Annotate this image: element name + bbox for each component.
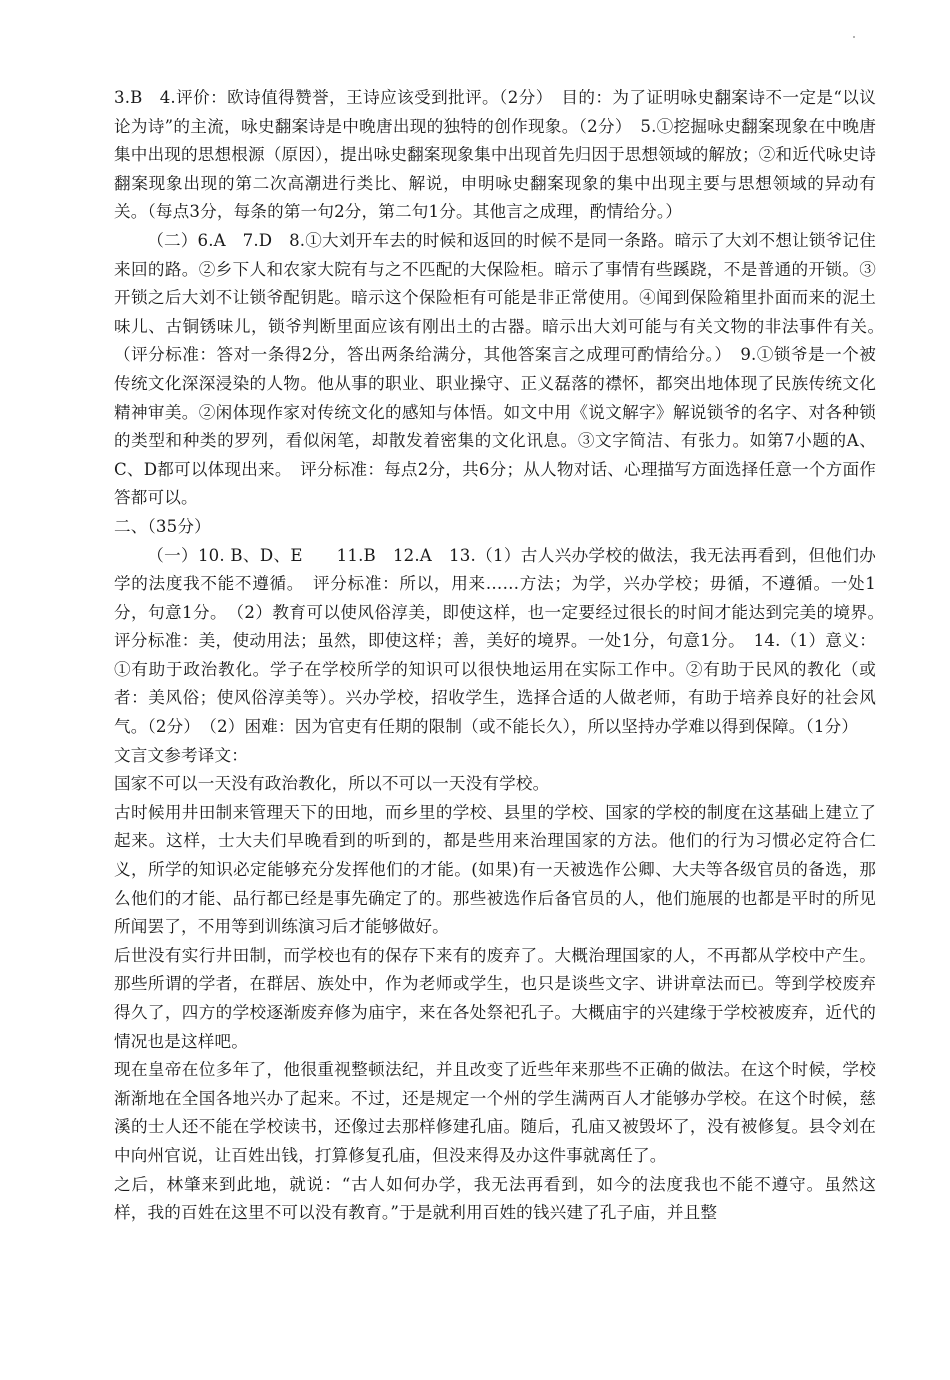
- answer-q14: 14.（1）意义：①有助于政治教化。学子在学校所学的知识可以很快地运用在实际工作中。②有助于民风的教化（或者：美风俗；使风俗淳美等）。兴办学校，招收学生，选择合适的人做老师，有助于培养良好的社会风气。（2分） （2）困难：因为官吏有任期的限制（或不能长久），所以坚持办学难以得到保障。（1分）: [114, 631, 877, 737]
- answers-q6-9: [114, 227, 893, 513]
- answer-q9: 9.①锁爷是一个被传统文化深深浸染的人物。他从事的职业、职业操守、正义磊落的襟怀，都突出地体现了民族传统文化精神审美。②闲体现作家对传统文化的感知与体悟。如文中用《说文解字》解说锁爷的名字、对各种锁的类型和种类的罗列，看似闲笔，却散发着密集的文化讯息。③文字简洁、有张力。如第7小题的A、C、D都可以体现出来。 评分标准：每点2分，共6分；从人物对话、心理描写方面选择任意一个方面作答都可以。: [114, 345, 877, 508]
- answer-q3-4: 3.B 4.评价：欧诗值得赞誉，王诗应该受到批评。（2分） 目的：为了证明咏史翻案诗不一定是“以议论为诗”的主流，咏史翻案诗是中晚唐出现的独特的创作现象。（2分）: [114, 88, 876, 136]
- translation-paragraph-5: 之后，林肇来到此地，就说：“古人如何办学，我无法再看到，如今的法度我也不能不遵守。虽然这样，我的百姓在这里不可以没有教育。”于是就利用百姓的钱兴建了孔子庙，并且整: [114, 1174, 876, 1223]
- answers-q10-14: [114, 542, 893, 742]
- answer-q8: 8.①大刘开车去的时候和返回的时候不是同一条路。暗示了大刘不想让锁爷记住来回的路。②乡下人和农家大院有与之不匹配的大保险柜。暗示了事情有些蹊跷，不是普通的开锁。③开锁之后大刘不让锁爷配钥匙。暗示这个保险柜有可能是非正常使用。④闻到保险箱里扑面而来的泥土味儿、古铜锈味儿，锁爷判断里面应该有刚出土的古器。暗示出大刘可能与有关文物的非法事件有关。 （评分标准：答对一条得2分，答出两条给满分，其他答案言之成理可酌情给分。）: [114, 230, 893, 365]
- scan-speck: [853, 36, 855, 38]
- translation-paragraph-3: 后世没有实行井田制，而学校也有的保存下来有的废弃了。大概治理国家的人，不再都从学校中产生。那些所谓的学者，在群居、族处中，作为老师或学生，也只是谈些文字、讲讲章法而已。等到学校废弃得久了，四方的学校逐渐废弃修为庙宇，来在各处祭祀孔子。大概庙宇的兴建缘于学校被废弃，近代的情况也是这样吧。: [114, 945, 876, 1051]
- section-2-heading: 二、（35分）: [114, 516, 211, 536]
- answer-q10-12: （一）10. B、D、E 11.B 12.A: [147, 545, 450, 565]
- translation-paragraph-1: 国家不可以一天没有政治教化，所以不可以一天没有学校。: [114, 774, 550, 794]
- answer-q5: 5.①挖掘咏史翻案现象在中晚唐集中出现的思想根源（原因），提出咏史翻案现象集中出现首先归因于思想领域的解放；②和近代咏史诗翻案现象出现的第二次高潮进行类比、解说，申明咏史翻案现象的集中出现主要与思想领域的异动有关。（每点3分，每条的第一句2分，第二句1分。其他言之成理，酌情给分。）: [114, 116, 876, 222]
- translation-paragraph-2: 古时候用井田制来管理天下的田地，而乡里的学校、县里的学校、国家的学校的制度在这基础上建立了起来。这样，士大夫们早晚看到的听到的，都是些用来治理国家的方法。他们的行为习惯必定符合仁义，所学的知识必定能够充分发挥他们的才能。(如果)有一天被选作公卿、大夫等各级官员的备选，那么他们的才能、品行都已经是事先确定了的。那些被选作后备官员的人，他们施展的也都是平时的所见所闻罢了，不用等到训练演习后才能够做好。: [114, 802, 876, 937]
- answers-q3-5: [114, 84, 876, 227]
- answer-q6-7: （二）6.A 7.D: [147, 230, 290, 250]
- answer-key-content: [114, 84, 893, 1228]
- answer-q13: 13.（1）古人兴办学校的做法，我无法再看到，但他们办学的法度我不能不遵循。 评分标准：所以，用来……方法；为学，兴办学校；毋循，不遵循。一处1分，句意1分。 （2）教育可以使风俗淳美，即使这样，也一定要经过很长的时间才能达到完美的境界。 评分标准：美，使动用法；虽然，即使这样；善，美好的境界。一处1分，句意1分。: [114, 545, 893, 651]
- translation-paragraph-4: 现在皇帝在位多年了，他很重视整顿法纪，并且改变了近些年来那些不正确的做法。在这个时候，学校渐渐地在全国各地兴办了起来。不过，还是规定一个州的学生满两百人才能够办学校。在这个时候，慈溪的士人还不能在学校读书，还像过去那样修建孔庙。随后，孔庙又被毁坏了，没有被修复。县令刘在中向州官说，让百姓出钱，打算修复孔庙，但没来得及办这件事就离任了。: [114, 1060, 876, 1165]
- translation-heading: 文言文参考译文：: [114, 745, 248, 765]
